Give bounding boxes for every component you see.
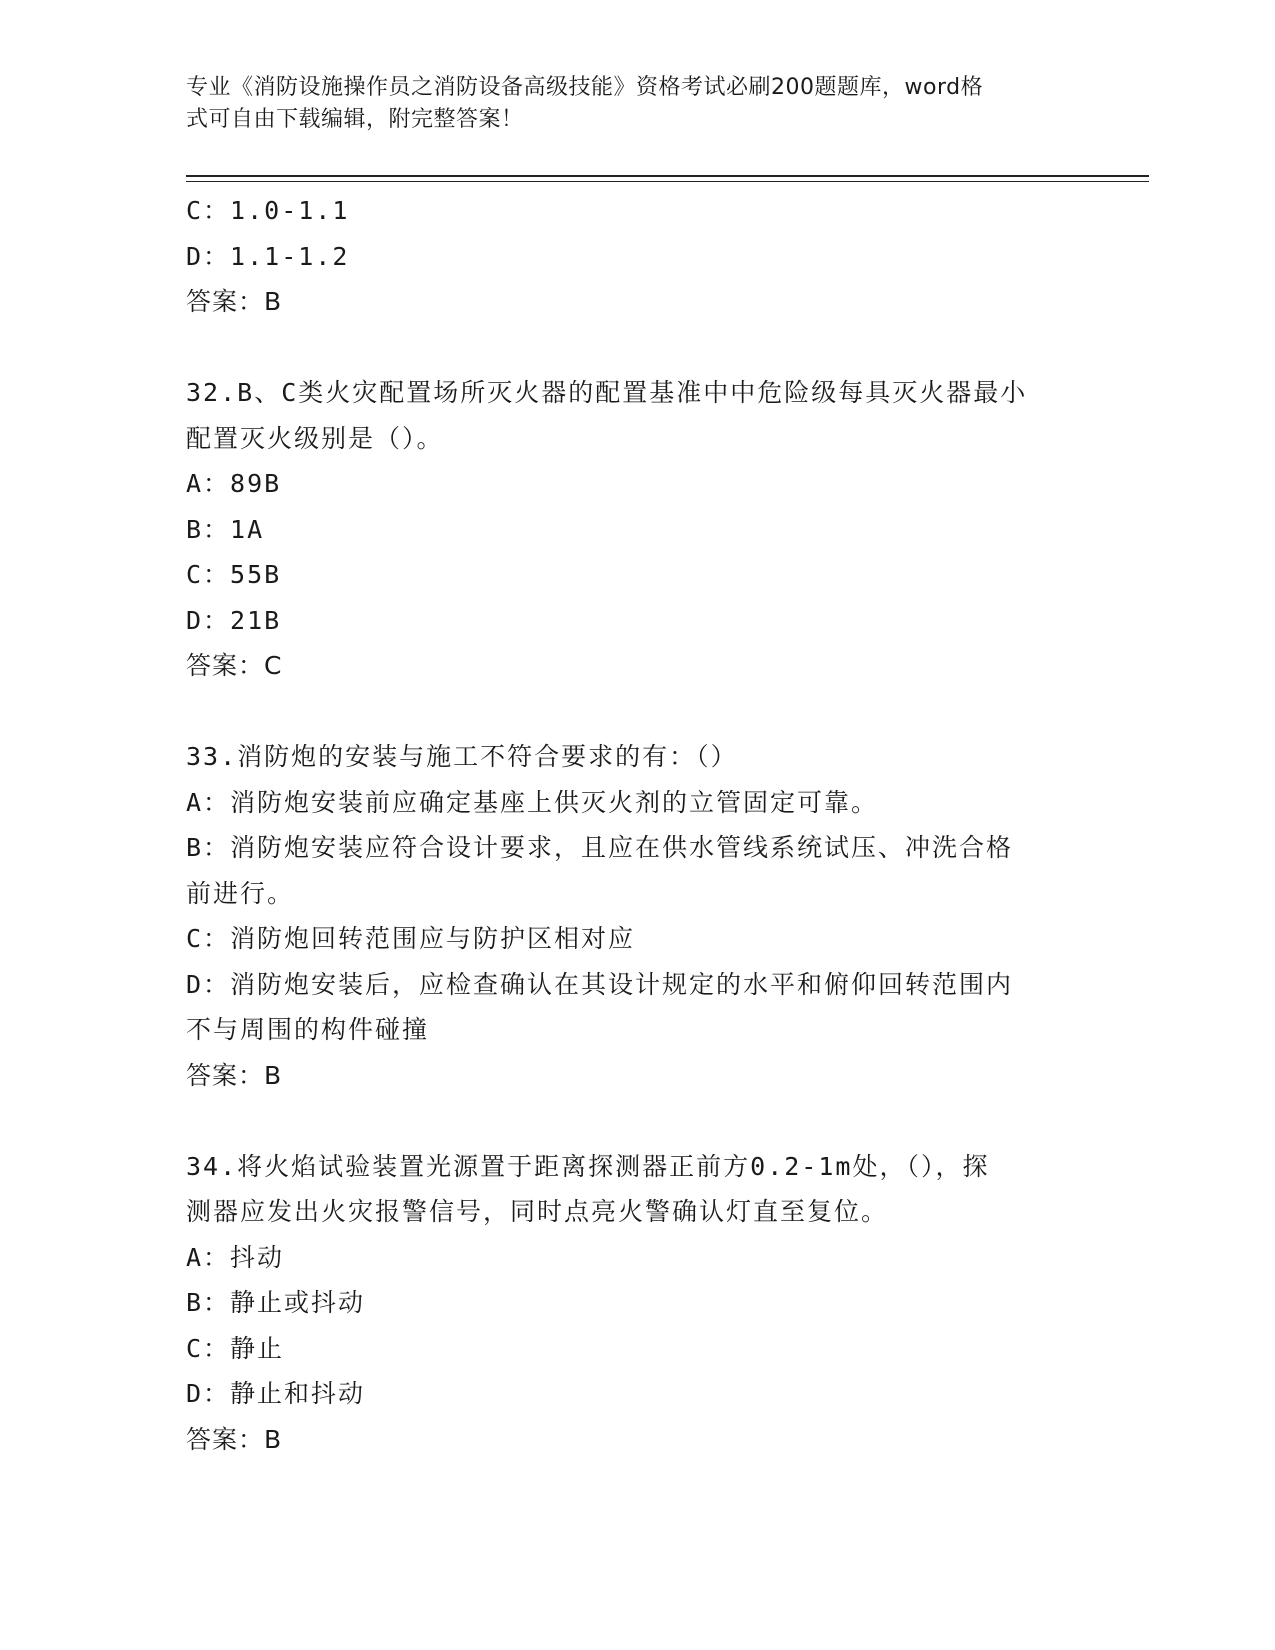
option-d: D：1.1-1.2 [186,241,350,271]
option-a: A：89B [186,469,282,498]
option-c: C：55B [186,560,282,589]
question-stem: 34.将火焰试验装置光源置于距离探测器正前方0.2-1m处，（），探 [186,1151,990,1181]
question-stem: 33.消防炮的安装与施工不符合要求的有：（） [186,742,738,771]
option-b: B：1A [186,514,265,544]
option-d: D：静止和抖动 [186,1379,366,1408]
header-divider-thick [186,175,1149,177]
spacer [186,689,1086,735]
answer-line: 答案：B [186,1424,283,1454]
question-34 [186,1144,1086,1463]
question-32 [186,370,1086,689]
option-b: B：静止或抖动 [186,1288,366,1317]
option-c: C：1.0-1.1 [186,196,350,225]
option-d: D：消防炮安装后，应检查确认在其设计规定的水平和俯仰回转范围内 [186,969,1014,999]
option-c: C：静止 [186,1333,285,1363]
option-d: D：21B [186,605,282,635]
question-stem: 32.B、C类火灾配置场所灭火器的配置基准中中危险级每具灭火器最小 [186,378,1028,407]
header-line-1: 专业《消防设施操作员之消防设备高级技能》资格考试必刷200题题库，word格 [186,75,984,100]
option-d-continued: 不与周围的构件碰撞 [186,1015,430,1044]
question-list [186,188,1086,1462]
spacer [186,1098,1086,1144]
header-divider-thin [186,181,1149,182]
question-stem: 测器应发出火灾报警信号，同时点亮火警确认灯直至复位。 [186,1197,889,1226]
header-line-2: 式可自由下载编辑，附完整答案！ [186,107,524,132]
answer-line: 答案：C [186,651,283,680]
spacer [186,325,1086,371]
option-a: A：消防炮安装前应确定基座上供灭火剂的立管固定可靠。 [186,787,879,817]
option-b: B：消防炮安装应符合设计要求，且应在供水管线系统试压、冲洗合格 [186,833,1014,862]
document-header [186,72,1066,136]
question-31-continued [186,188,1086,325]
option-c: C：消防炮回转范围应与防护区相对应 [186,924,636,953]
option-a: A：抖动 [186,1242,285,1272]
answer-line: 答案：B [186,287,283,316]
answer-line: 答案：B [186,1060,283,1090]
option-b-continued: 前进行。 [186,878,295,908]
question-stem: 配置灭火级别是（）。 [186,423,444,453]
question-33 [186,734,1086,1098]
